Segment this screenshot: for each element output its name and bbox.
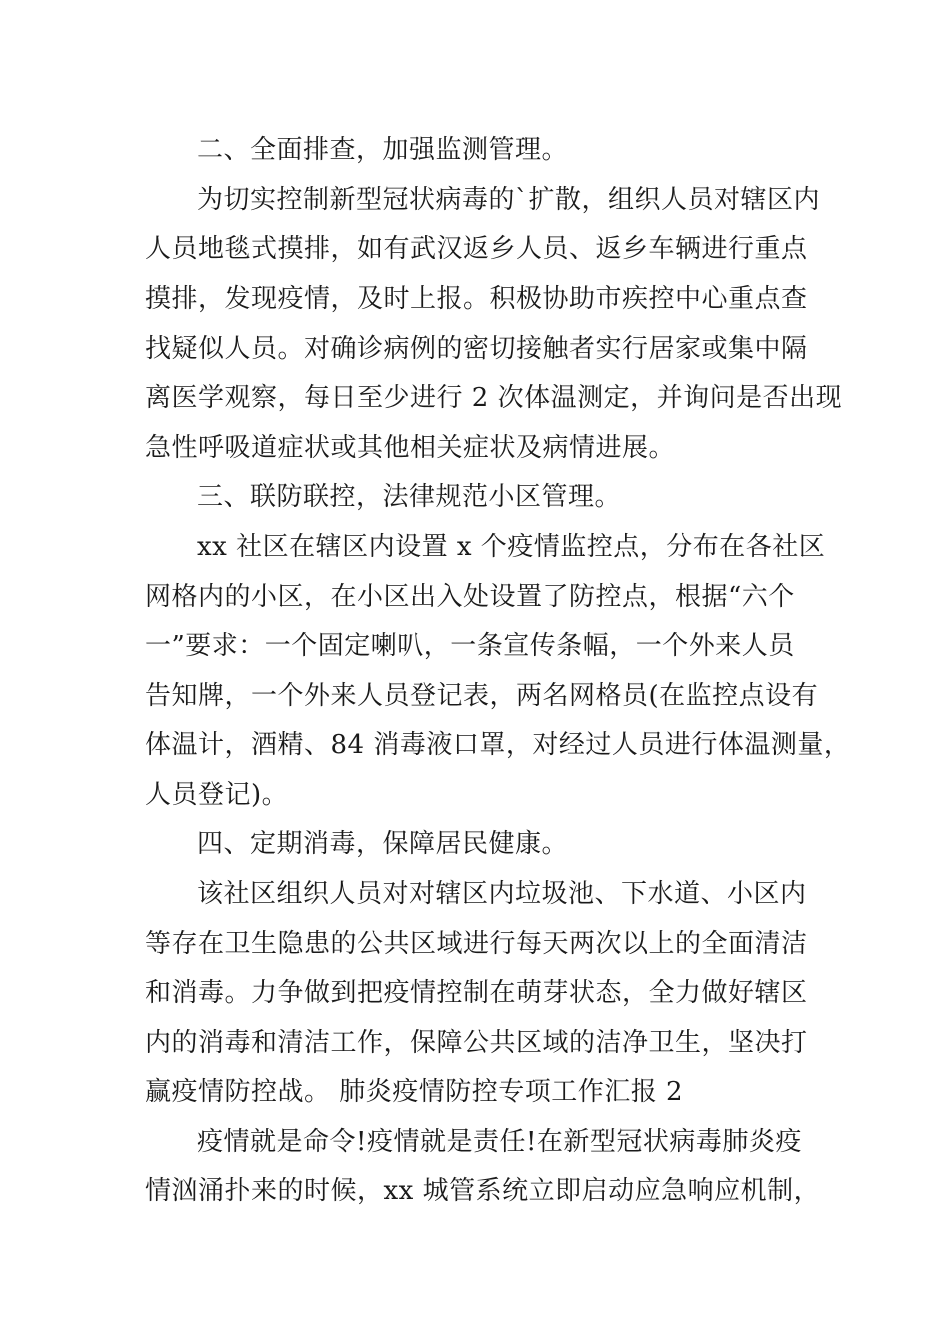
paragraph-line: 摸排，发现疫情，及时上报。积极协助市疾控中心重点查 xyxy=(145,284,808,314)
paragraph-line: 疫情就是命令!疫情就是责任!在新型冠状病毒肺炎疫 xyxy=(197,1127,802,1157)
paragraph-line: 人员地毯式摸排，如有武汉返乡人员、返乡车辆进行重点 xyxy=(145,234,808,264)
paragraph-line: 人员登记)。 xyxy=(145,780,289,810)
paragraph-line: 一”要求：一个固定喇叭，一条宣传条幅，一个外来人员 xyxy=(145,631,795,661)
paragraph-line: 赢疫情防控战。 肺炎疫情防控专项工作汇报 2 xyxy=(145,1077,684,1107)
paragraph-line: 急性呼吸道症状或其他相关症状及病情进展。 xyxy=(145,433,676,463)
paragraph-line: 告知牌，一个外来人员登记表，两名网格员(在监控点设有 xyxy=(145,681,819,711)
section-heading-4: 四、定期消毒，保障居民健康。 xyxy=(197,829,569,859)
paragraph-line: xx 社区在辖区内设置 x 个疫情监控点，分布在各社区 xyxy=(197,532,826,562)
paragraph-line: 内的消毒和清洁工作，保障公共区域的洁净卫生，坚决打 xyxy=(145,1028,808,1058)
paragraph-line: 该社区组织人员对对辖区内垃圾池、下水道、小区内 xyxy=(197,879,807,909)
paragraph-line: 找疑似人员。对确诊病例的密切接触者实行居家或集中隔 xyxy=(145,334,808,364)
section-heading-2: 二、全面排查，加强监测管理。 xyxy=(197,135,569,165)
paragraph-line: 等存在卫生隐患的公共区域进行每天两次以上的全面清洁 xyxy=(145,929,808,959)
section-heading-3: 三、联防联控，法律规范小区管理。 xyxy=(197,482,622,512)
paragraph-line: 和消毒。力争做到把疫情控制在萌芽状态，全力做好辖区 xyxy=(145,978,808,1008)
paragraph-line: 情汹涌扑来的时候，xx 城管系统立即启动应急响应机制， xyxy=(145,1176,821,1206)
paragraph-line: 为切实控制新型冠状病毒的`扩散，组织人员对辖区内 xyxy=(197,185,821,215)
paragraph-line: 离医学观察，每日至少进行 2 次体温测定，并询问是否出现 xyxy=(145,383,843,413)
paragraph-line: 体温计，酒精、84 消毒液口罩，对经过人员进行体温测量， xyxy=(145,730,851,760)
paragraph-line: 网格内的小区，在小区出入处设置了防控点，根据“六个 xyxy=(145,582,795,612)
